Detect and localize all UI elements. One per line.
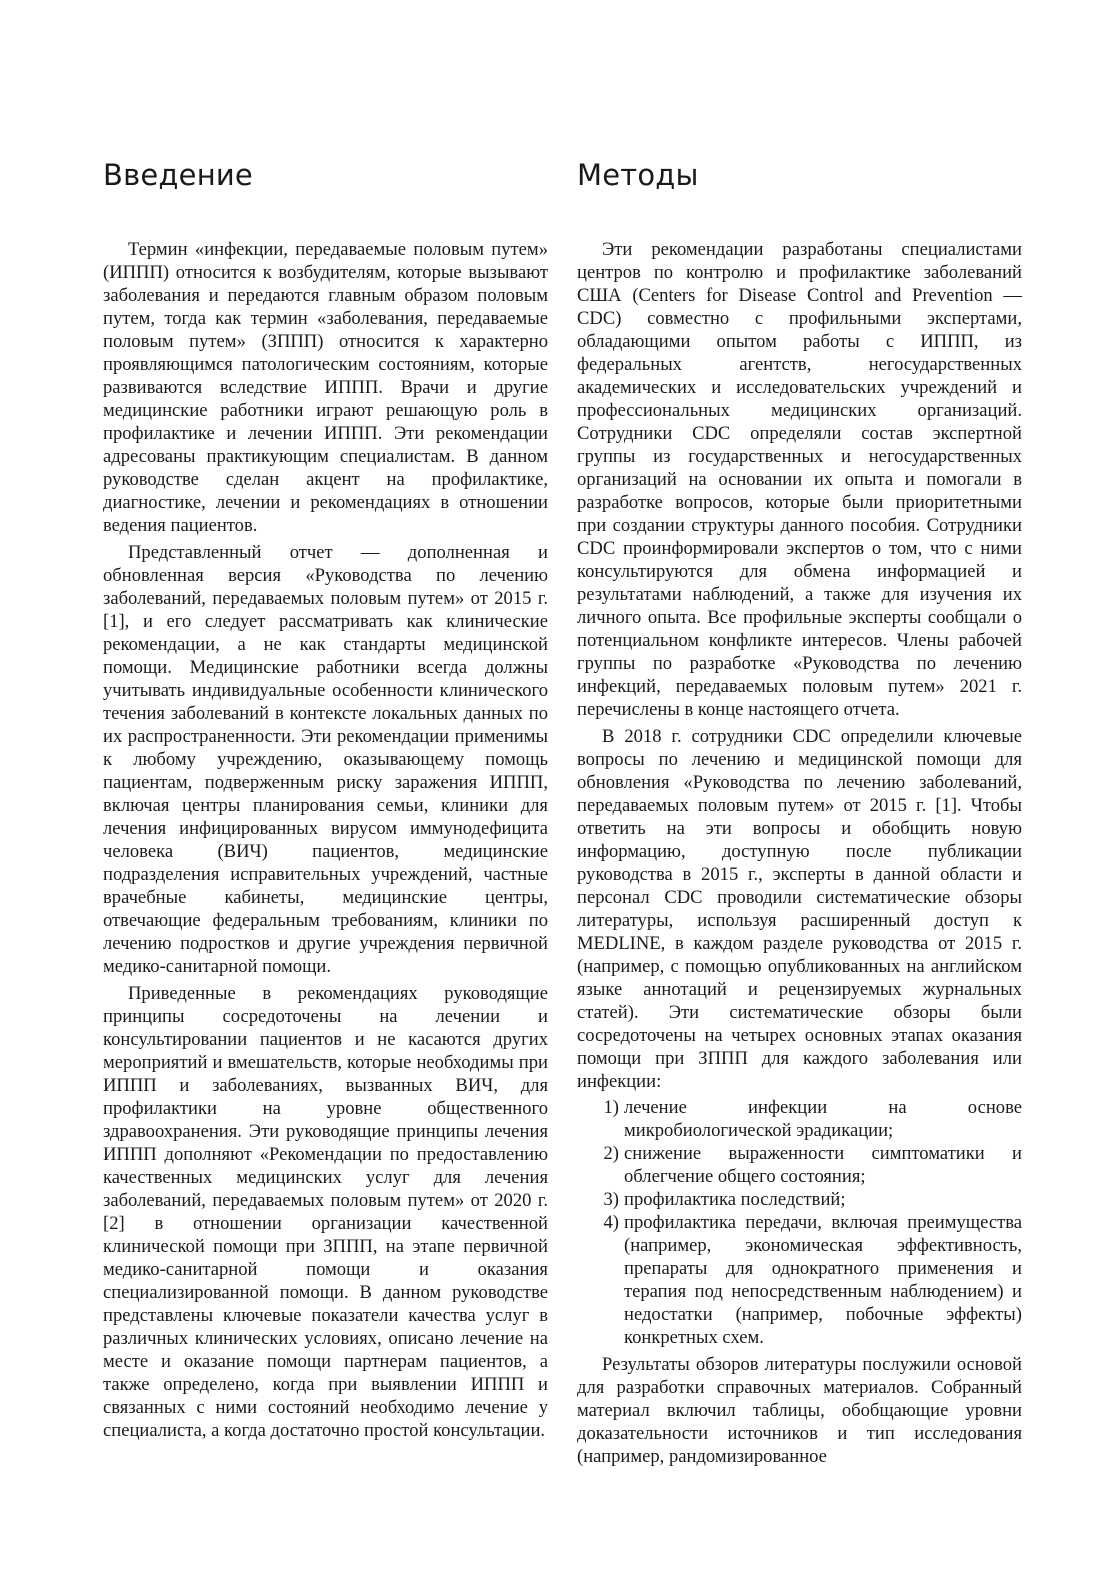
list-item [577, 1188, 1022, 1211]
intro-paragraph-2: Представленный отчет — дополненная и обновленная версия «Руководства по лечению заболеваний, передаваемых половым путем» от 2015 г. [1], и его следует рассматривать как клинические рекомендации, а не как стандарты медицинской помощи. Медицинские работники всегда должны учитывать индивидуальные особенности клинического течения заболеваний в контексте локальных данных по их распространенности. Эти рекомендации применимы к любому учреждению, оказывающему помощь пациентам, подверженным риску заражения ИППП, включая центры планирования семьи, клиники для лечения инфицированных вирусом иммунодефицита человека (ВИЧ) пациентов, медицинские подразделения исправительных учреждений, частные врачебные кабинеты, медицинские центры, отвечающие федеральным требованиям, клиники по лечению подростков и другие учреждения первичной медико-санитарной помощи. [103, 542, 548, 977]
list-item-text: лечение инфекции на основе микробиологической эрадикации; [624, 1097, 1022, 1141]
care-stages-list [577, 1096, 1022, 1349]
methods-heading: Методы [577, 158, 699, 192]
list-item-number: 4) [603, 1212, 619, 1233]
list-item-number: 1) [603, 1097, 619, 1118]
methods-paragraph-3: Результаты обзоров литературы послужили основой для разработки справочных материалов. Собранный материал включил таблицы, обобщающие уровни доказательности источников и тип исследования (например, рандомизированное [577, 1354, 1022, 1467]
list-item-number: 2) [603, 1143, 619, 1164]
list-item-text: снижение выраженности симптоматики и облегчение общего состояния; [624, 1143, 1022, 1187]
intro-paragraph-3: Приведенные в рекомендациях руководящие принципы сосредоточены на лечении и консультировании пациентов и не касаются других мероприятий и вмешательств, которые необходимы при ИППП и заболеваниях, вызванных ВИЧ, для профилактики на уровне общественного здравоохранения. Эти руководящие принципы лечения ИППП дополняют «Рекомендации по предоставлению качественных медицинских услуг для лечения заболеваний, передаваемых половым путем» от 2020 г. [2] в отношении организации качественной клинической помощи при ЗППП, на этапе первичной медико-санитарной помощи и оказания специализированной помощи. В данном руководстве представлены ключевые показатели качества услуг в различных клинических условиях, описано лечение на месте и оказание помощи партнерам пациентов, а также определено, когда при выявлении ИППП и связанных с ними состояний необходимо лечение у специалиста, а когда достаточно простой консультации. [103, 983, 548, 1441]
list-item [577, 1096, 1022, 1142]
methods-paragraph-2: В 2018 г. сотрудники CDC определили ключевые вопросы по лечению и медицинской помощи для обновления «Руководства по лечению заболеваний, передаваемых половым путем» от 2015 г. [1]. Чтобы ответить на эти вопросы и обобщить новую информацию, доступную после публикации руководства в 2015 г., эксперты в данной области и персонал CDC проводили систематические обзоры литературы, используя расширенный доступ к MEDLINE, в каждом разделе руководства от 2015 г. (например, с помощью опубликованных на английском языке аннотаций и рецензируемых журнальных статей). Эти систематические обзоры были сосредоточены на четырех основных этапах оказания помощи при ЗППП для каждого заболевания или инфекции: [577, 726, 1022, 1092]
methods-paragraph-1: Эти рекомендации разработаны специалистами центров по контролю и профилактике заболеваний США (Centers for Disease Control and Prevention — CDC) совместно с профильными экспертами, обладающими опытом работы с ИППП, из федеральных агентств, негосударственных академических и исследовательских учреждений и профессиональных медицинских организаций. Сотрудники CDC определяли состав экспертной группы из государственных и негосударственных организаций на основании их опыта и помогали в разработке вопросов, которые были приоритетными при создании структуры данного пособия. Сотрудники CDC проинформировали экспертов о том, что с ними консультируются для обмена информацией и результатами наблюдений, а также для изучения их личного опыта. Все профильные эксперты сообщали о потенциальном конфликте интересов. Члены рабочей группы по разработке «Руководства по лечению инфекций, передаваемых половым путем» 2021 г. перечислены в конце настоящего отчета. [577, 239, 1022, 720]
list-item [577, 1142, 1022, 1188]
list-item-number: 3) [603, 1189, 619, 1210]
intro-heading: Введение [103, 158, 253, 192]
list-item-text: профилактика передачи, включая преимущества (например, экономическая эффективность, препараты для однократного применения и терапия под непосредственным наблюдением) и недостатки (например, побочные эффекты) конкретных схем. [624, 1212, 1022, 1348]
methods-column [577, 155, 1022, 1468]
list-item-text: профилактика последствий; [624, 1189, 846, 1210]
intro-paragraph-1: Термин «инфекции, передаваемые половым путем» (ИППП) относится к возбудителям, которые вызывают заболевания и передаются главным образом половым путем, тогда как термин «заболевания, передаваемые половым путем» (ЗППП) относится к характерно проявляющимся патологическим состояниям, которые развиваются вследствие ИППП. Врачи и другие медицинские работники играют решающую роль в профилактике и лечении ИППП. Эти рекомендации адресованы практикующим специалистам. В данном руководстве сделан акцент на профилактике, диагностике, лечении и рекомендациях в отношении ведения пациентов. [103, 239, 548, 536]
intro-column [103, 155, 548, 1442]
list-item [577, 1211, 1022, 1349]
